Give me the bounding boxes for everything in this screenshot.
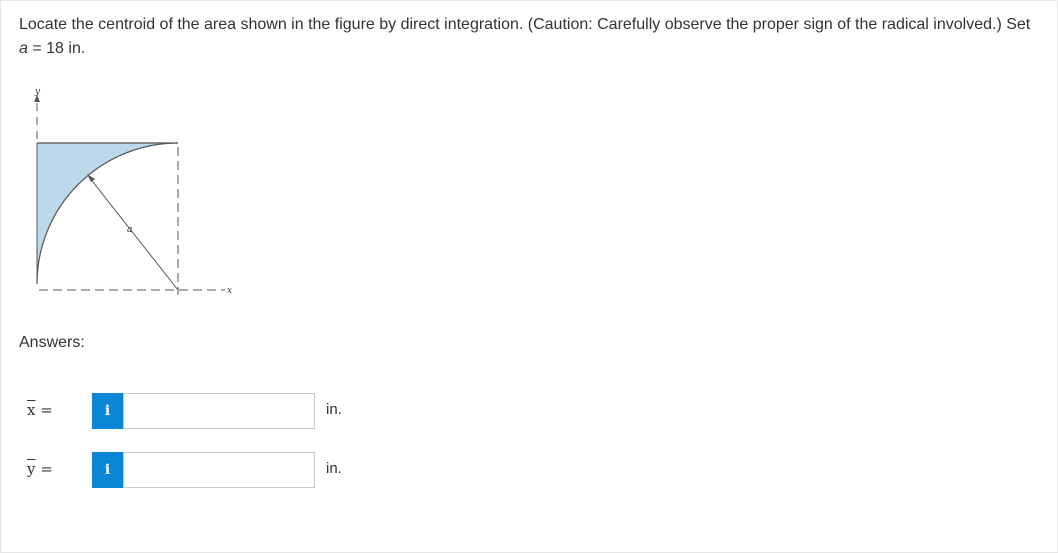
y-bar-input[interactable] — [123, 452, 315, 488]
question-text — [19, 13, 1039, 61]
question-variable: a — [19, 40, 28, 57]
x-unit: in. — [326, 401, 342, 418]
x-info-button[interactable] — [92, 393, 123, 429]
y-info-button[interactable] — [92, 452, 123, 488]
y-bar-symbol: $\overline{y}$ — [27, 460, 36, 478]
info-icon: i — [104, 462, 111, 478]
radius-arrowhead — [87, 174, 95, 182]
y-bar-label — [27, 460, 53, 478]
y-equals: = — [35, 460, 53, 478]
answers-label: Answers: — [19, 334, 85, 351]
x-equals: = — [35, 401, 53, 419]
centroid-figure-svg — [29, 85, 249, 305]
x-bar-input[interactable] — [123, 393, 315, 429]
y-axis-label: y — [35, 87, 41, 97]
problem-figure — [29, 85, 249, 305]
x-bar-symbol: $\overline{x}$ — [27, 401, 36, 419]
question-text-part1: Locate the centroid of the area shown in the figure by direct integration. (Caution: Carefully observe the proper sign of the radical involved.) Set — [19, 16, 1031, 33]
y-unit: in. — [326, 460, 342, 477]
radius-label: a — [127, 225, 133, 235]
info-icon: i — [104, 403, 111, 419]
x-bar-label — [27, 401, 53, 419]
answer-row-y — [1, 452, 401, 488]
question-text-part2: = 18 in. — [27, 40, 86, 57]
answer-row-x — [1, 393, 401, 429]
x-axis-label: x — [227, 286, 233, 296]
radius-line — [89, 177, 178, 290]
